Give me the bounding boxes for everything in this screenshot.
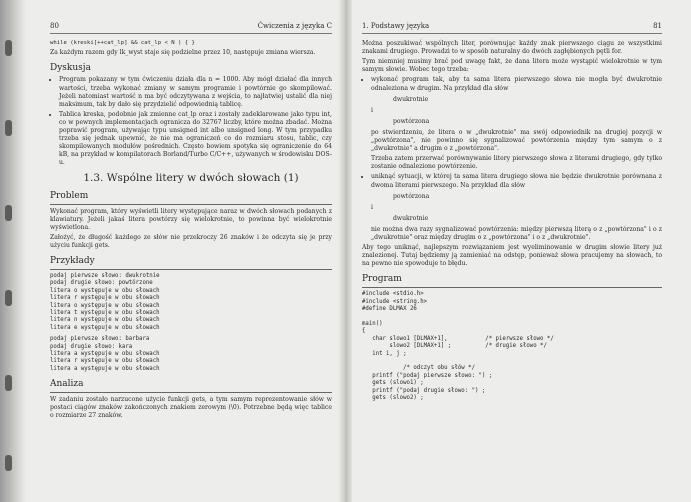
section-rule <box>50 392 332 393</box>
section-heading-przyklady: Przykłady <box>50 255 95 266</box>
conjunction: i <box>371 203 373 211</box>
body-paragraph: Aby tego uniknąć, najlepszym rozwiązaniem jest wyeliminowanie w drugim słowie litery już znalezionej. Tutaj będziemy ją zamieniać na odstęp, ponieważ słowa pracujemy na słowach, to na pewno nie spowoduje to błędu. <box>362 244 662 268</box>
example-word: powtórzona <box>393 117 430 125</box>
example-line: podaj pierwsze słowo: dwukrotnie <box>50 272 160 279</box>
code-line: slowo2 [DLMAX+1] ; /* drugie słowo */ <box>362 343 547 350</box>
example-line: litera r występuje w obu słowach <box>50 295 160 302</box>
example-line: litera e występuje w obu słowach <box>50 324 160 331</box>
page-number: 80 <box>50 22 59 30</box>
chapter-title: 1.3. Wspólne litery w dwóch słowach (1) <box>83 171 299 184</box>
punch-hole <box>5 290 12 306</box>
section-heading-analiza: Analiza <box>50 379 84 390</box>
code-line: main() <box>362 320 383 327</box>
body-paragraph: Można poszukiwać wspólnych liter, porównując każdy znak pierwszego ciągu ze wszystkimi znakami drugiego. Prowadzi to w sposób naturalny do dwóch zagłębionych pętli for. <box>362 40 662 56</box>
code-line: /* odczyt obu słów */ <box>362 365 475 372</box>
rule-text: po stwierdzeniu, że litera o w „dwukrotnie" ma swój odpowiednik na drugiej pozycji w „powtórzona", nie powinno się sygnalizować powtórzenia między tym samym o z „dwukrotnie" a drugim o z „powtórzona". <box>371 128 662 153</box>
section-rule <box>362 287 662 288</box>
rule-item <box>371 173 662 242</box>
running-title: Ćwiczenia z języka C <box>257 22 332 30</box>
left-page <box>50 22 332 423</box>
discussion-item: • Tablica kreska, podobnie jak zmienne cat_lp oraz i zostały zadeklarowane jako typu int, co w pewnych implementacjach ogranicza do 32767 liczby, które można zbadać. Można poprawić program, używając typu unsigned int albo unsigned long. W tym przypadku trzeba się jednak upewnić, że nie ma ograniczeń co do rozmiaru stosu, tablic, czy skompilowanych modułów pośrednich. Często bowiem spotyka się ograniczenie do 64 kB, na przykład w kompilatorach Borland/Turbo C/C++, używanych w środowisku DOS-u. <box>59 111 332 168</box>
rule-text: Trzeba zatem przerwać porównywanie litery pierwszego słowa z literami drugiego, gdy tylko zostanie odnalezione powtórzenie. <box>371 155 662 171</box>
code-line: gets (slowo1) ; <box>362 380 424 387</box>
section-heading-problem: Problem <box>50 190 89 201</box>
code-line: printf ("podaj pierwsze słowo: ") ; <box>362 372 493 379</box>
code-line: int i, j ; <box>362 350 407 357</box>
section-rule <box>50 204 332 205</box>
example-line: litera r występuje w obu słowach <box>50 358 160 365</box>
examples-block-1 <box>50 273 332 332</box>
example-line: litera t występuje w obu słowach <box>50 310 160 317</box>
code-line: { <box>362 328 366 335</box>
intro-paragraph: Za każdym razem gdy lk_wyst staje się podzielne przez 10, następuje zmiana wiersza. <box>50 49 316 57</box>
example-word: powtórzona <box>393 192 430 200</box>
section-heading-program: Program <box>362 274 402 285</box>
punch-hole <box>5 375 12 391</box>
program-code <box>362 291 662 402</box>
section-rule <box>50 269 332 270</box>
example-word: dwukrotnie <box>393 214 429 222</box>
code-line: #include <string.h> <box>362 298 428 305</box>
code-line: while (kreski[++cat_lp] && cat_lp < N ) { } <box>50 40 195 47</box>
example-line: podaj drugie słowo: powtórzone <box>50 280 153 287</box>
problem-paragraph: Wykonać program, który wyświetli litery występujące naraz w dwóch słowach podanych z klawiatury. Jeżeli jakaś litera powtórzy się wielokrotnie, to powinna być wielokrotnie wyświetlona. <box>50 207 332 231</box>
rule-item <box>371 76 662 171</box>
binding-edge <box>0 0 26 502</box>
conjunction: i <box>371 106 373 114</box>
code-line: gets (slowo2) ; <box>362 395 424 402</box>
code-line: #define DLMAX 26 <box>362 306 417 313</box>
code-line: char slowo1 [DLMAX+1], /* pierwsze słowo */ <box>362 335 554 342</box>
discussion-item: • Program pokazany w tym ćwiczeniu działa dla n = 1000. Aby mógł działać dla innych wartości, trzeba wykonać zmiany w samym programie i powtórnie go skompilować. Jeżeli natomiast wartość n ma być odczytywana z wejścia, to najłatwiej ustalić dla niej maksimum, tak by dało się przydzielić odpowiednią tablicę. <box>59 76 332 108</box>
right-page <box>362 22 662 402</box>
running-title: 1. Podstawy języka <box>362 22 430 30</box>
rule-text: wykonać program tak, aby ta sama litera pierwszego słowa nie mogła być dwukrotnie odnaleziona w drugim. Na przykład dla słów <box>371 76 662 92</box>
example-line: litera o występuje w obu słowach <box>50 302 160 309</box>
punch-hole <box>5 455 12 471</box>
example-line: litera a występuje w obu słowach <box>50 351 160 358</box>
analysis-paragraph: W zadaniu zostało narzucone użycie funkcji gets, a tym samym reprezentowanie słów w postaci ciągów znaków zakończonych znakiem zerowym (\0). Potrzebne będą więc tablice o rozmiarze 27 znaków. <box>50 396 332 420</box>
code-line: printf ("podaj drugie słowo: ") ; <box>362 387 486 394</box>
punch-hole <box>5 40 12 56</box>
code-line: #include <stdio.h> <box>362 291 424 298</box>
section-heading-dyskusja: Dyskusja <box>50 63 91 74</box>
problem-paragraph: Założyć, że długość każdego ze słów nie przekroczy 26 znaków i że odczyta się je przy użyciu funkcji gets. <box>50 233 332 249</box>
code-line <box>362 314 662 321</box>
example-line: litera o występuje w obu słowach <box>50 287 160 294</box>
page-gutter <box>338 0 352 502</box>
example-word: dwukrotnie <box>393 95 429 103</box>
example-line: litera n występuje w obu słowach <box>50 317 160 324</box>
page-number: 81 <box>653 22 662 30</box>
rules-list <box>362 76 662 242</box>
example-line: podaj pierwsze słowo: barbara <box>50 336 150 343</box>
rule-text: uniknąć sytuacji, w której ta sama litera drugiego słowa nie będzie dwukrotnie porównana z dwoma literami pierwszego. Na przykład dla słów <box>371 173 662 189</box>
example-line: litera a występuje w obu słowach <box>50 365 160 372</box>
left-page-header <box>50 22 332 34</box>
example-line: podaj drugie słowo: kara <box>50 343 133 350</box>
punch-hole <box>5 205 12 221</box>
body-paragraph: Tym niemniej musimy brać pod uwagę fakt, że dana litera może wystąpić wielokrotnie w tym samym słowie. Wobec tego trzeba: <box>362 58 662 74</box>
discussion-list <box>50 76 332 167</box>
punch-hole <box>5 120 12 136</box>
examples-block-2 <box>50 336 332 373</box>
right-page-header <box>362 22 662 34</box>
rule-text: nie można dwa razy sygnalizować powtórzenia: między pierwszą literą o z „powtórzona" i o z „dwukrotnie" oraz między drugim o z „powtórzona" i o z „dwukrotnie". <box>371 225 662 241</box>
